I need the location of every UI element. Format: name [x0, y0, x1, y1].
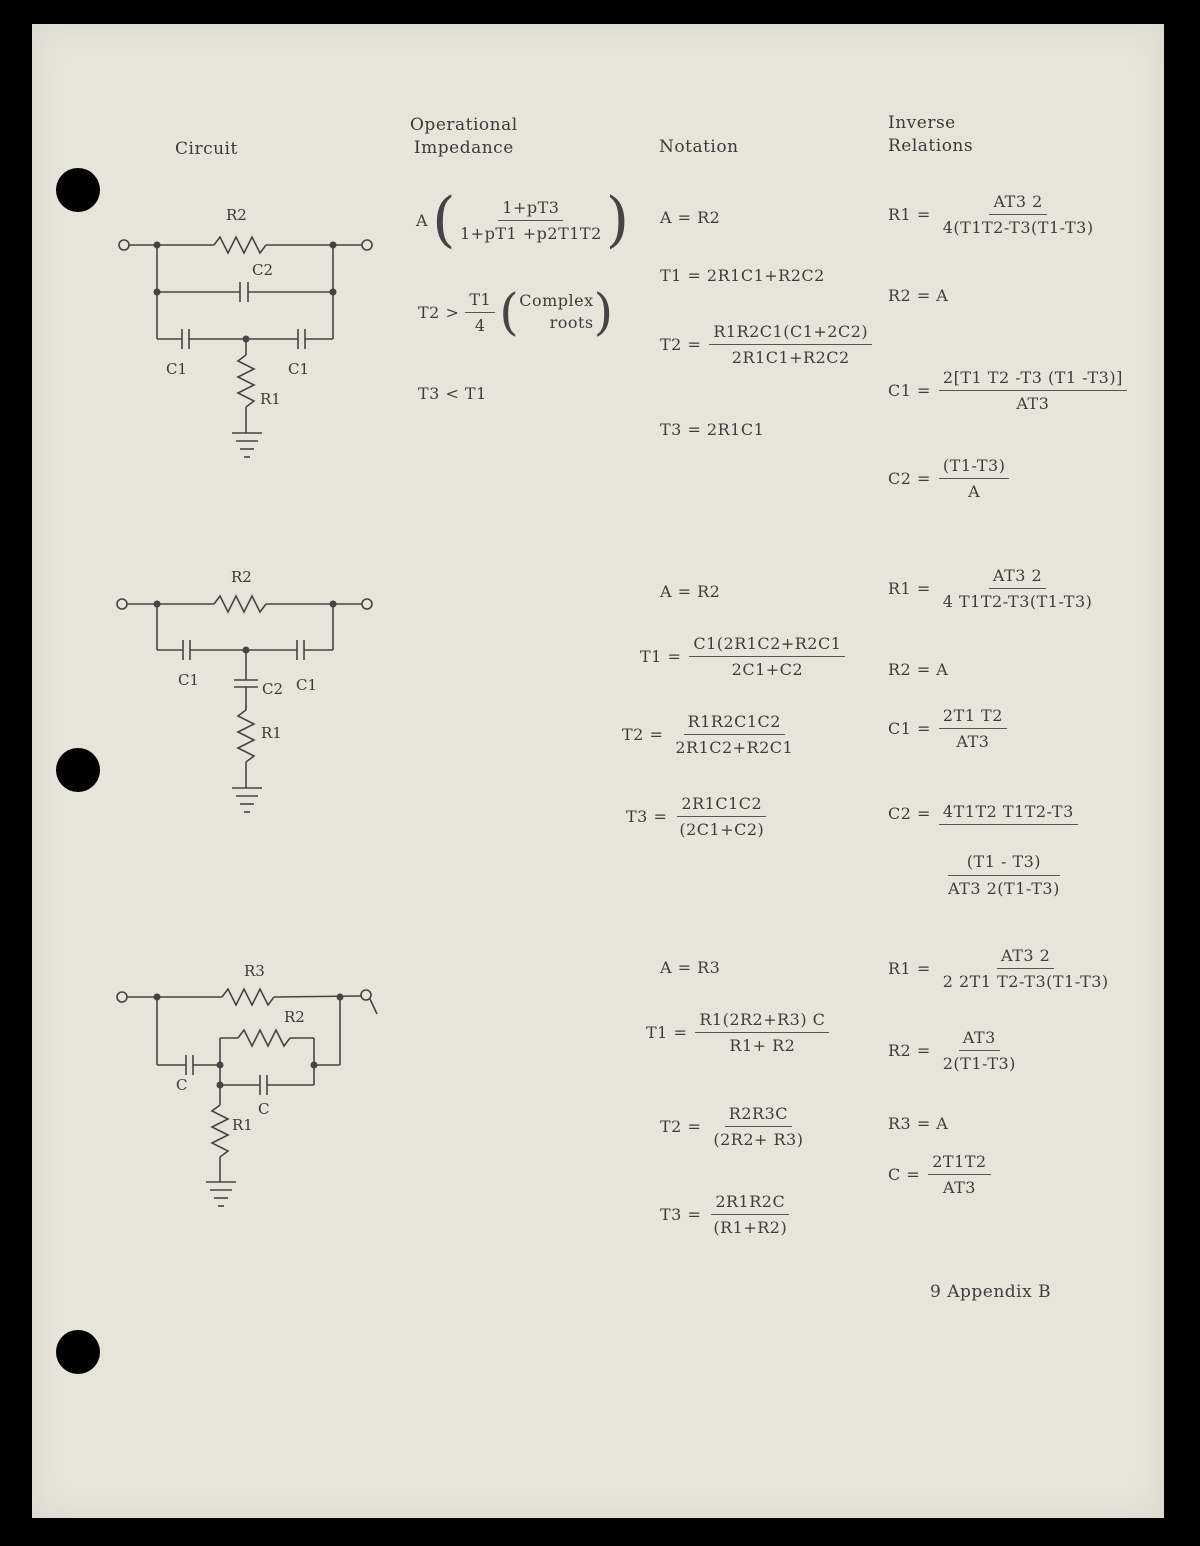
- notation-3-t1-num: R1(2R2+R3) C: [695, 1010, 829, 1033]
- inverse-3-r2-num: AT3: [959, 1028, 1000, 1051]
- inverse-1-r1-left: R1 =: [888, 205, 931, 224]
- c3-label-r2: R2: [284, 1008, 305, 1026]
- notation-3-t3-den: (R1+R2): [713, 1218, 788, 1237]
- header-notation: Notation: [659, 137, 739, 157]
- impedance-expression: [416, 185, 630, 255]
- inverse-2-c2-mid: (T1 - T3): [966, 852, 1042, 871]
- inverse-2-c2: [888, 802, 1078, 825]
- inverse-1-c1-left: C1 =: [888, 381, 931, 400]
- c2-label-c1-left: C1: [178, 671, 200, 689]
- right-paren-icon: ): [593, 283, 614, 341]
- inverse-1-c2-num: (T1-T3): [939, 456, 1010, 479]
- inverse-3-c-den: AT3: [942, 1178, 976, 1197]
- inverse-1-r1: [888, 192, 1098, 237]
- inverse-1-c1: [888, 368, 1127, 413]
- c2-label-c1-right: C1: [296, 676, 318, 694]
- inverse-3-r1-left: R1 =: [888, 959, 931, 978]
- inverse-1-r1-den: 4(T1T2-T3(T1-T3): [942, 218, 1094, 237]
- notation-3-t1-den: R1+ R2: [729, 1036, 796, 1055]
- inverse-2-c2-num: 4T1T2 T1T2-T3: [939, 802, 1078, 825]
- inverse-1-c2-left: C2 =: [888, 469, 931, 488]
- inverse-3-c: [888, 1152, 991, 1197]
- c3-label-c-left: C: [176, 1076, 188, 1094]
- circuit-3: [117, 989, 377, 1206]
- c1-label-c1-left: C1: [166, 360, 188, 378]
- c2-label-r1: R1: [261, 724, 282, 742]
- inverse-2-r1-den: 4 T1T2-T3(T1-T3): [942, 592, 1093, 611]
- notation-3-a: A = R3: [660, 958, 721, 977]
- notation-3-t2-left: T2 =: [660, 1117, 702, 1136]
- inverse-2-c1-left: C1 =: [888, 719, 931, 738]
- header-circuit: Circuit: [175, 139, 238, 159]
- notation-3-t3-left: T3 =: [660, 1205, 702, 1224]
- inverse-2-r1-num: AT3 2: [989, 566, 1046, 589]
- notation-2-t2-den: 2R1C2+R2C1: [675, 738, 794, 757]
- notation-2-t3-num: 2R1C1C2: [677, 794, 766, 817]
- impedance-condition-2: T3 < T1: [418, 384, 487, 403]
- c3-label-r3: R3: [244, 962, 265, 980]
- inverse-3-r2-den: 2(T1-T3): [942, 1054, 1016, 1073]
- inverse-3-r3: R3 = A: [888, 1114, 949, 1133]
- inverse-2-c2-left: C2 =: [888, 804, 931, 823]
- circuit-2: [117, 596, 372, 812]
- inverse-2-r1-left: R1 =: [888, 579, 931, 598]
- header-operational-impedance: Operational Impedance: [410, 115, 518, 158]
- header-inverse-relations: Inverse Relations: [888, 113, 974, 156]
- notation-1-a: A = R2: [660, 208, 721, 227]
- c1-label-c1-right: C1: [288, 360, 310, 378]
- inverse-3-r1-den: 2 2T1 T2-T3(T1-T3): [942, 972, 1109, 991]
- inverse-3-r2: [888, 1028, 1020, 1073]
- c1-label-r2: R2: [226, 206, 247, 224]
- c1-label-r1: R1: [260, 390, 281, 408]
- inverse-1-c1-den: AT3: [1016, 394, 1050, 413]
- cond1-left: T2 >: [418, 302, 460, 322]
- c3-label-c-mid: C: [258, 1100, 270, 1118]
- notation-2-t3-den: (2C1+C2): [679, 820, 765, 839]
- notation-2-t1-den: 2C1+C2: [731, 660, 804, 679]
- left-paren-icon: (: [499, 283, 520, 341]
- circuit-1: [119, 237, 372, 457]
- inverse-2-r2: R2 = A: [888, 660, 949, 679]
- notation-3-t2: [660, 1104, 807, 1149]
- page-footer: 9 Appendix B: [930, 1282, 1052, 1302]
- inverse-2-c1-den: AT3: [956, 732, 990, 751]
- c2-label-r2: R2: [231, 568, 252, 586]
- notation-3-t1: [646, 1010, 829, 1055]
- inverse-3-r2-left: R2 =: [888, 1041, 931, 1060]
- notation-1-t3: T3 = 2R1C1: [660, 420, 765, 439]
- inverse-1-r1-num: AT3 2: [989, 192, 1046, 215]
- notation-1-t1: T1 = 2R1C1+R2C2: [660, 266, 825, 285]
- notation-1-t2: [660, 322, 872, 367]
- left-paren-icon: (: [432, 185, 456, 255]
- inverse-3-c-left: C =: [888, 1165, 921, 1184]
- inverse-1-c2-den: A: [968, 482, 981, 501]
- notation-2-t1: [640, 634, 845, 679]
- inverse-2-c2-fraction: [948, 852, 1060, 898]
- inverse-2-c1: [888, 706, 1007, 751]
- inverse-3-r1-num: AT3 2: [997, 946, 1054, 969]
- inverse-3-c-num: 2T1T2: [928, 1152, 990, 1175]
- inverse-2-r1: [888, 566, 1096, 611]
- impedance-condition-1: [418, 282, 614, 342]
- inverse-1-c1-num: 2[T1 T2 -T3 (T1 -T3)]: [939, 368, 1127, 391]
- notation-2-t1-left: T1 =: [640, 647, 682, 666]
- inverse-1-c2: [888, 456, 1009, 501]
- inverse-2-c1-num: 2T1 T2: [939, 706, 1007, 729]
- notation-2-t2: [622, 712, 797, 757]
- notation-2-t2-left: T2 =: [622, 725, 664, 744]
- notation-3-t2-num: R2R3C: [725, 1104, 792, 1127]
- notation-3-t1-left: T1 =: [646, 1023, 688, 1042]
- notation-2-t2-num: R1R2C1C2: [684, 712, 785, 735]
- impedance-prefix: A: [416, 210, 429, 230]
- c1-label-c2: C2: [252, 261, 274, 279]
- notation-1-t2-num: R1R2C1(C1+2C2): [709, 322, 872, 345]
- inverse-2-c2-den: AT3 2(T1-T3): [948, 879, 1060, 898]
- notation-1-t2-den: 2R1C1+R2C2: [731, 348, 850, 367]
- impedance-denominator: 1+pT1 +p2T1T2: [459, 223, 602, 243]
- notation-1-t2-left: T2 =: [660, 335, 702, 354]
- notation-3-t3: [660, 1192, 791, 1237]
- notation-2-t1-num: C1(2R1C2+R2C1: [689, 634, 845, 657]
- notation-2-a: A = R2: [660, 582, 721, 601]
- inverse-3-r1: [888, 946, 1113, 991]
- cond1-denominator: 4: [474, 315, 486, 335]
- notation-2-t3: [626, 794, 768, 839]
- notation-3-t2-den: (2R2+ R3): [713, 1130, 804, 1149]
- cond1-note: Complex roots: [519, 291, 594, 332]
- inverse-1-r2: R2 = A: [888, 286, 949, 305]
- cond1-numerator: T1: [465, 290, 495, 313]
- notation-3-t3-num: 2R1R2C: [711, 1192, 789, 1215]
- c3-label-r1: R1: [232, 1116, 253, 1134]
- c2-label-c2: C2: [262, 680, 284, 698]
- impedance-numerator: 1+pT3: [498, 198, 563, 221]
- right-paren-icon: ): [605, 185, 630, 255]
- notation-2-t3-left: T3 =: [626, 807, 668, 826]
